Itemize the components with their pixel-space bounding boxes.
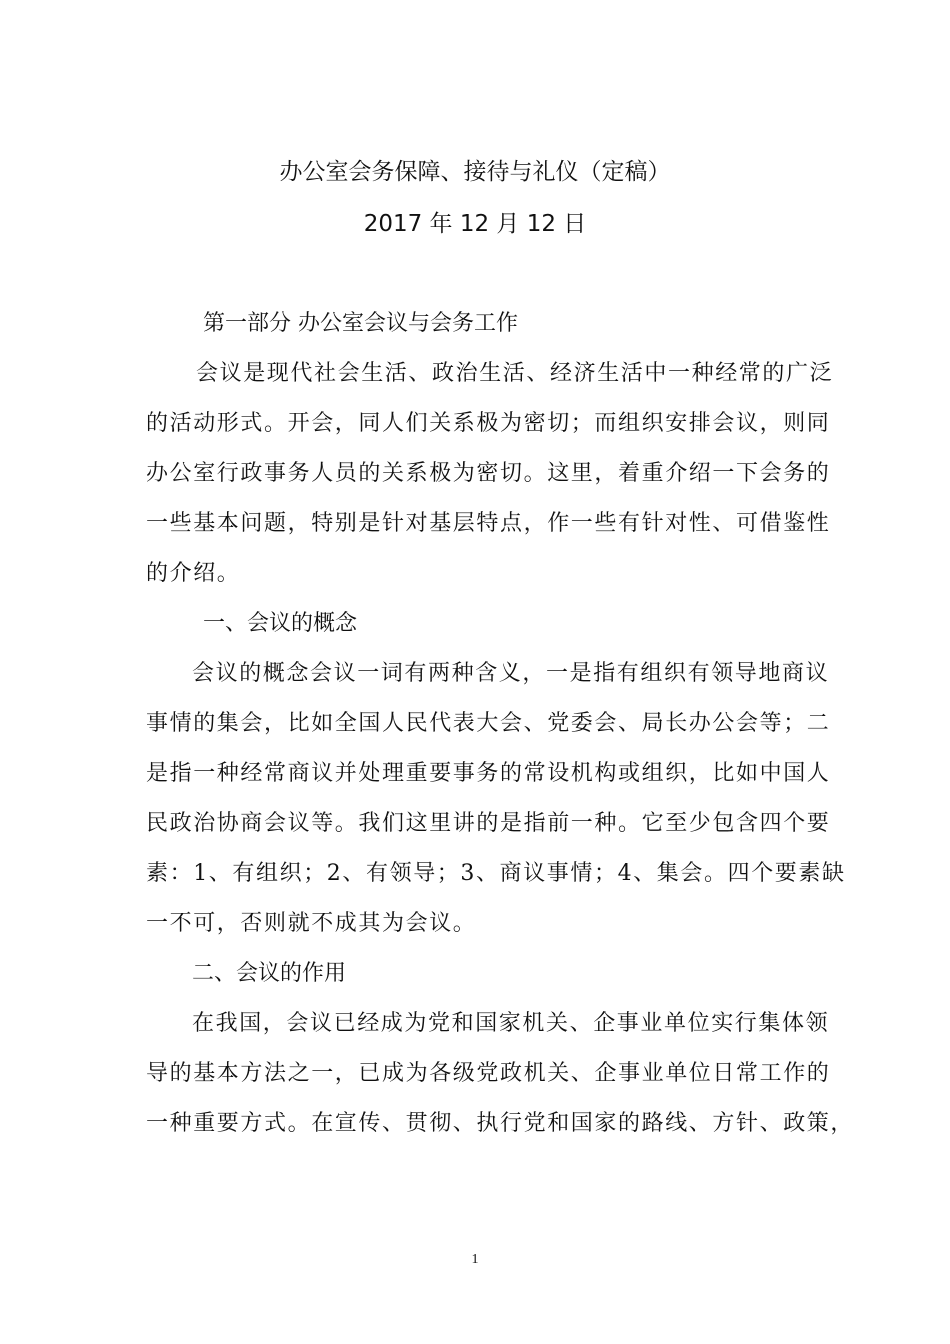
paragraph-line: 一些基本问题，特别是针对基层特点，作一些有针对性、可借鉴性: [146, 511, 831, 536]
page-number: 1: [471, 1252, 479, 1267]
paragraph-line: 一种重要方式。在宣传、贯彻、执行党和国家的路线、方针、政策，: [146, 1111, 855, 1136]
paragraph-line: 素：1、有组织；2、有领导；3、商议事情；4、集会。四个要素缺: [146, 861, 846, 886]
paragraph-line: 导的基本方法之一，已成为各级党政机关、企事业单位日常工作的: [146, 1061, 831, 1086]
document-title: 办公室会务保障、接待与礼仪（定稿）: [279, 159, 671, 185]
section-heading: 一、会议的概念: [203, 611, 358, 636]
paragraph-line: 是指一种经常商议并处理重要事务的常设机构或组织，比如中国人: [146, 761, 831, 786]
document-date: 2017 年 12 月 12 日: [363, 211, 587, 237]
paragraph-line: 一不可，否则就不成其为会议。: [146, 911, 477, 936]
section-heading: 二、会议的作用: [192, 961, 347, 986]
paragraph-line: 的活动形式。开会，同人们关系极为密切；而组织安排会议，则同: [146, 411, 831, 436]
paragraph-line: 办公室行政事务人员的关系极为密切。这里，着重介绍一下会务的: [146, 461, 831, 486]
paragraph-line: 在我国，会议已经成为党和国家机关、企事业单位实行集体领: [192, 1011, 830, 1036]
paragraph-line: 民政治协商会议等。我们这里讲的是指前一种。它至少包含四个要: [146, 811, 831, 836]
paragraph-line: 的介绍。: [146, 561, 241, 586]
paragraph-line: 会议的概念会议一词有两种含义，一是指有组织有领导地商议: [192, 661, 830, 686]
paragraph-line: 事情的集会，比如全国人民代表大会、党委会、局长办公会等；二: [146, 711, 831, 736]
part-heading: 第一部分 办公室会议与会务工作: [203, 311, 518, 336]
paragraph-line: 会议是现代社会生活、政治生活、经济生活中一种经常的广泛: [196, 361, 834, 386]
